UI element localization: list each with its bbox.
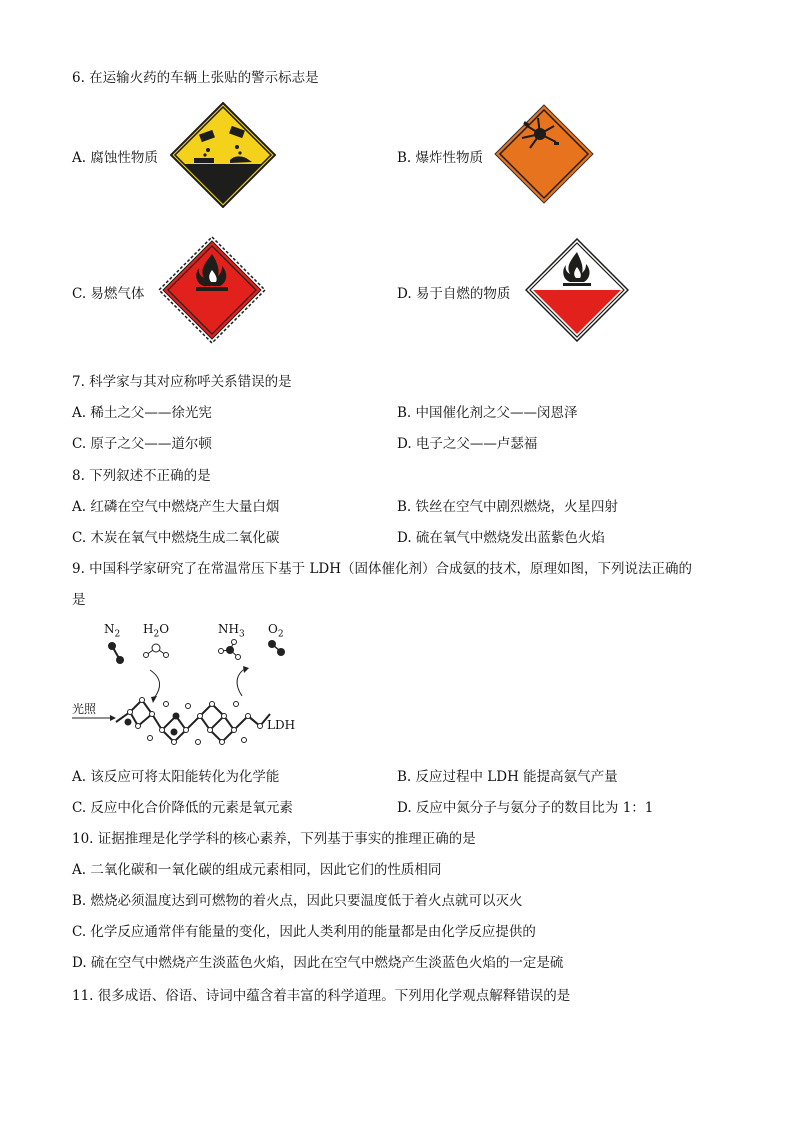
down-arrow-icon [150,670,160,698]
q6-option-a[interactable]: A. 腐蚀性物质 [72,150,158,166]
n2-label: $N_2$ [104,622,121,640]
q8-stem: 8. 下列叙述不正确的是 [72,468,211,484]
q8-option-c[interactable]: C. 木炭在氧气中燃烧生成二氧化碳 [72,530,280,546]
o2-molecule-icon [268,640,285,656]
q6-option-d[interactable]: D. 易于自燃的物质 [397,286,511,302]
q6-option-b[interactable]: B. 爆炸性物质 [397,150,484,166]
q10-option-d[interactable]: D. 硫在空气中燃烧产生淡蓝色火焰，因此在空气中燃烧产生淡蓝色火焰的一定是硫 [72,955,564,971]
q7-option-b[interactable]: B. 中国催化剂之父——闵恩泽 [397,405,578,421]
q11-stem: 11. 很多成语、俗语、诗词中蕴含着丰富的科学道理。下列用化学观点解释错误的是 [72,988,571,1004]
q9-option-c[interactable]: C. 反应中化合价降低的元素是氧元素 [72,800,293,816]
n2-molecule-icon [108,642,124,664]
q9-option-a[interactable]: A. 该反应可将太阳能转化为化学能 [72,769,280,785]
spontaneous-combustion-sign-icon [525,238,629,342]
h2o-molecule-icon [144,644,169,658]
o2-label: $O_2$ [268,622,284,640]
q9-stem-line2: 是 [72,592,86,608]
q10-option-c[interactable]: C. 化学反应通常伴有能量的变化，因此人类利用的能量都是由化学反应提供的 [72,924,536,940]
q6-option-c[interactable]: C. 易燃气体 [72,286,145,302]
nh3-molecule-icon [219,640,241,660]
q10-option-a[interactable]: A. 二氧化碳和一氧化碳的组成元素相同，因此它们的性质相同 [72,862,442,878]
q10-option-b[interactable]: B. 燃烧必须温度达到可燃物的着火点，因此只要温度低于着火点就可以灭火 [72,893,523,909]
q8-option-a[interactable]: A. 红磷在空气中燃烧产生大量白烟 [72,499,280,515]
ldh-reaction-diagram [70,618,310,753]
nh3-label: $NH_3$ [218,622,245,640]
ldh-lattice-icon [116,700,270,742]
q7-option-a[interactable]: A. 稀土之父——徐光宪 [72,405,212,421]
ldh-label: LDH [267,718,296,732]
explosive-sign-icon [494,104,594,204]
q7-option-c[interactable]: C. 原子之父——道尔顿 [72,436,212,452]
q8-option-d[interactable]: D. 硫在氧气中燃烧发出蓝紫色火焰 [397,530,605,546]
q10-stem: 10. 证据推理是化学学科的核心素养，下列基于事实的推理正确的是 [72,831,476,847]
q8-option-b[interactable]: B. 铁丝在空气中剧烈燃烧，火星四射 [397,499,619,515]
q9-option-b[interactable]: B. 反应过程中 LDH 能提高氨气产量 [397,769,618,785]
flammable-gas-sign-icon [158,236,266,344]
light-label: 光照 [72,702,97,716]
q7-stem: 7. 科学家与其对应称呼关系错误的是 [72,374,292,390]
q9-stem-line1: 9. 中国科学家研究了在常温常压下基于 LDH（固体催化剂）合成氨的技术，原理如图，下列说法正确的 [72,561,693,577]
h2o-label: $H_2O$ [143,622,170,640]
q9-option-d[interactable]: D. 反应中氮分子与氨分子的数目比为 1：1 [397,800,654,816]
corrosive-sign-icon [170,102,276,208]
ldh-diagram-graphics [70,618,310,753]
q6-stem: 6. 在运输火药的车辆上张贴的警示标志是 [72,70,319,86]
q7-option-d[interactable]: D. 电子之父——卢瑟福 [397,436,538,452]
